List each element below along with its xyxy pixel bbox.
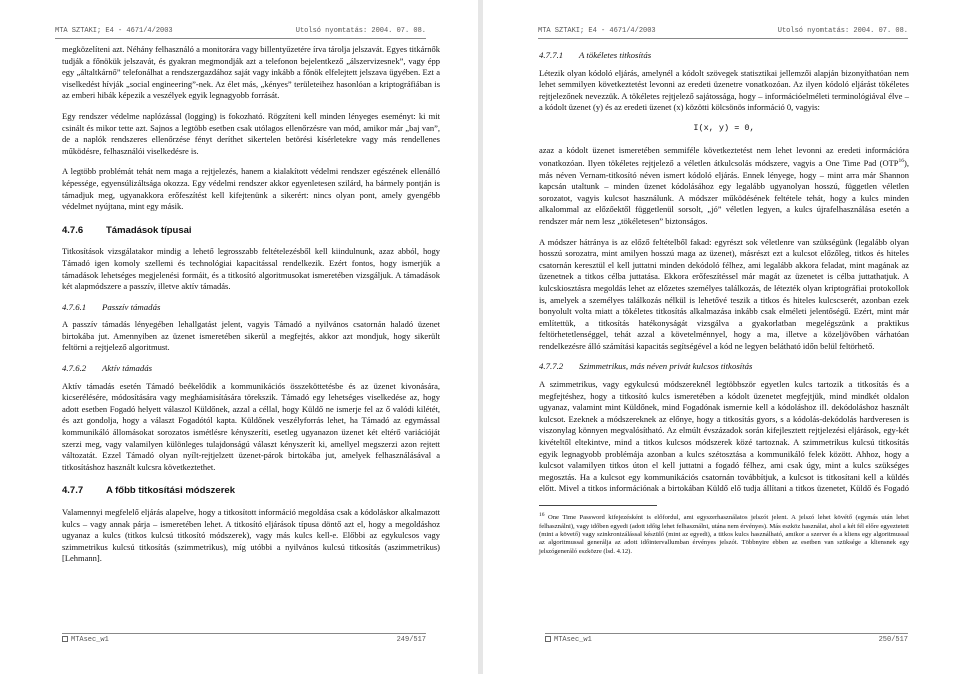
header-left: MTA SZTAKI; E4 - 4671/4/2003 [538, 27, 656, 35]
paragraph: Egy rendszer védelme naplózással (logging) is fokozható. Rögzíteni kell minden lényeges eseményt: ki mit csinált és mikor tette azt. Sajnos a legtöbb esetben csak utólagos ellenőrzésre van mód, amikor már „baj van”, de a naplók rendszeres ellenőrzése fényt deríthet sikertelen betörési kísérletekre vagy más rendellenes működésre, felhasználói viselkedésre is. [62, 110, 440, 156]
subsection-number: 4.7.6.2 [62, 363, 87, 374]
document-icon [62, 636, 68, 642]
footnote-rule [539, 505, 657, 506]
footer-rule [62, 633, 426, 634]
subsection-number: 4.7.7.2 [539, 361, 564, 372]
header-right: Utolsó nyomtatás: 2004. 07. 08. [295, 27, 426, 35]
footnote-text: One Time Password kifejezésként is előfordul, ami egyszerhasználatos jelszót jelent. A jelszó lehet kövétő (egymás után lehet felhasználni), vagy időben egyedi (adott időig lehet felhasználni, utána nem érvényes). Más eszköz használat, ahol a két fél előre egyeztetett (mint a követő) vagy szinkronizálással készülő (mint az egyedi), a titkos kulcs használható, amikor a szerver és a kliens egy algoritmussal az algoritmussal generálja az adott időintervallumban érvényes jelszót. Többnyire ebben az esetben van szüksége a kliensnek egy jelszógeneráló eszközre (lsd. 4.12). [539, 514, 910, 555]
section-title: Támadások típusai [106, 224, 192, 236]
right-page-body [539, 50, 909, 556]
paragraph-text: azaz a kódolt üzenet ismeretében semmiféle következtetést nem lehet levonni az eredeti információra vonatkozóan. Ilyen tökéletes rejtjelező a véletlen átkulcsolás módszere, vagyis a One Time Pad (OTP [539, 144, 909, 168]
subsection-heading-4-7-7-2 [539, 361, 909, 373]
footer-left [62, 636, 109, 644]
footnote-ref[interactable]: 16 [898, 158, 905, 165]
footer-rule [545, 633, 908, 634]
paragraph: Valamennyi megfelelő eljárás alapelve, hogy a titkosított információ megoldása csak a kódoláskor alkalmazott kulcs – vagy annak párja – ismeretében lehet. A titkosító eljárások típusa döntő azt el, hogy a megoldáshoz ugyanaz a kulcs (titkos kulcsú titkosító módszerek), vagy más kulcs kell-e. Előbbi az egykulcsos vagy szimmetrikus kulcsú titkosítás (szimmetrikus), míg utóbbi a nyilvános kulcsú titkosítás (aszimmetrikus) [Lehmann]. [62, 507, 440, 564]
paragraph [539, 145, 909, 228]
paragraph: Létezik olyan kódoló eljárás, amelynél a kódolt szövegek statisztikai jellemzői alapján bizonyíthatóan nem lehet semmilyen következtetést levonni az eredeti üzenetre vonatkozóan. Az ilyen kódoló eljárást tökéletes rejtjelezőnek nevezzük. A tökéletes rejtjelező sajátossága, hogy – információelméleti terminológiával élve – a kódolt üzenet (y) és az eredeti üzenet (x) közötti kölcsönös információ 0, vagyis: [539, 67, 909, 113]
paragraph: A passzív támadás lényegében lehallgatást jelent, vagyis Támadó a nyilvános csatornán haladó üzenet birtokába jut. Amennyiben az üzenet ismeretében sikerül a megfejtés, akkor azt mondjuk, hogy sikerült feltörni a rejtjelező algoritmust. [62, 319, 440, 353]
header-rule [55, 38, 426, 39]
footnote [539, 511, 909, 556]
section-number: 4.7.7 [62, 485, 84, 497]
page-footer [483, 633, 960, 647]
paragraph-text: ), más néven Vernam-titkosító néven ismert kódoló eljárás. Ennek lényege, hogy – mint arra már Shannon kapcsán utaltunk – minden üzenet kódolásához egy legalább ugyanolyan hosszú, független véletlen sorozatot, vagyis kulcsot használunk. A módszer működésének feltétele tehát, hogy a kulcs minden alkalommal az előzőektől függetlenül sorsolt, „jó” véletlen legyen, a kulcs újrafelhasználása esetén a rendszer már nem lesz „tökéletesen” biztonságos. [539, 157, 909, 226]
subsection-heading-4-7-7-1 [539, 50, 909, 62]
subsection-title: Aktív támadás [102, 363, 153, 374]
formula: I(x, y) = 0, [693, 122, 755, 133]
footer-left [545, 636, 592, 644]
document-icon [545, 636, 551, 642]
left-page-body [62, 44, 440, 574]
footer-filename: MTAsec_w1 [554, 636, 592, 644]
page-footer [0, 633, 478, 647]
subsection-title: Szimmetrikus, más néven privát kulcsos titkosítás [579, 361, 753, 372]
footer-page-number: 250/517 [878, 636, 908, 644]
page-right [483, 0, 960, 674]
subsection-number: 4.7.6.1 [62, 301, 87, 312]
paragraph: A szimmetrikus, vagy egykulcsú módszereknél legtöbbször egyetlen kulcs tartozik a titkosítás és a megfejtéshez, hogy a titkosító kulcs ismeretében a kódolt üzenetet megfejtjük, mind mindkét oldalon ugyanaz, valamint mint Küldőnek, mind Fogadónak ismernie kell a kódoláshoz ill. dekódoláshoz használt kulcsot. Ezeknek a módszereknek az előnye, hogy a titkosítás gyors, s a kódolás-dekódolás hardveresen is viszonylag könnyen megvalósítható. Az elmúlt évszázadok során kifejlesztett rejtjelezési eljárások, egy-két kivételtől eltekintve, mind a titkos kulcsos módszerek közé tartoznak. A szimmetrikus kulcsú titkosítás egyik legnagyobb problémája azonban a kulcs szétosztása a kommunikáló felek között. Ahhoz, hogy a kulcsot valamilyen titkos úton el kell juttatni a fogadó félhez, ami csak úgy, mint a kulcs szükséges megosztás. Ha a kulcsot egy kommunikációs csatornán továbbítjuk, a kulcsot is titkosítani kell a küldés előtt. Mivel a titkos információnak a birtokában Küldő elő tudja állítani a titkos üzenetet, Küldő és Fogadó [539, 379, 909, 494]
section-heading-4-7-6 [62, 225, 440, 237]
subsection-heading-4-7-6-1 [62, 302, 440, 314]
footnote-number: 16 [539, 512, 545, 519]
subsection-number: 4.7.7.1 [539, 50, 564, 60]
paragraph: A legtöbb problémát tehát nem maga a rejtjelezés, hanem a kialakított védelmi rendszer egészének ellenálló képessége, egyensúlizáltsága okozza. Egy védelmi rendszer akkor egyenletesen szilárd, ha bármely pontján is támadjuk meg, ugyanakkora erőfeszítést kell kifejtenünk a sikerért: nincs olyan pont, amely gyengébb védelmet nyújtana, mint egy másik. [62, 166, 440, 212]
section-heading-4-7-7 [62, 485, 440, 497]
paragraph: megközelíteni azt. Néhány felhasználó a monitorára vagy billentyűzetére írva tárolja jelszavát. Egyes titkárnők tudják a főnökük jelszavát, és gyakran megmondják azt a telefonon bejelentkező „álszervizesnek”, vagy épp egy „általtkárnő” telefonálhat a rendszergazdához saját vagy inkább a főnök elfelejtett jelszava ügyében. Ezt a viselkedést hívják „social engineering”-nek. Az élet más, „kényes” területeihez hasonlóan a kriptográfiában is az emberi hibák képezik a veszélyek egyik legnagyobb forrását. [62, 44, 440, 101]
paragraph: Aktív támadás esetén Támadó beékelődik a kommunikációs összeköttetésbe és az üzenet kivonására, kicserélésére, módosítására vagy megháamisítására törekszik. Támadó egy lehetséges viselkedése az, hogy adott esetben Fogadó helyett válaszol Küldőnek, azzal a céllal, hogy Küldő ne ismerje fel az ő valódi kilétét, és azt gondolja, hogy a választ Fogadótól kapta. Küldőnek veszélyforrás lehet, ha Támadó az egymással kommunikáló állomásokat sorozatos ismétlésre kényszeríti, esetleg ugyanazon üzenet két eltérő variációját szerzi meg, vagy valamilyen különleges tulajdonságú választ kényszerít ki, amellyel megszerzi azon rejtett változatát. Ezzel Támadó olyan nyílt-rejtjelzett üzenet-párok birtokába jut, amelyek felhasználásával a titkosításhoz használt kulcsra következtethet. [62, 380, 440, 472]
page-left [0, 0, 478, 674]
section-number: 4.7.6 [62, 224, 84, 236]
footer-filename: MTAsec_w1 [71, 636, 109, 644]
page-header [0, 27, 478, 39]
subsection-title: Passzív támadás [102, 301, 161, 312]
section-title: A főbb titkosítási módszerek [106, 485, 235, 497]
page-header [483, 27, 960, 39]
header-left: MTA SZTAKI; E4 - 4671/4/2003 [55, 27, 173, 35]
subsection-heading-4-7-6-2 [62, 363, 440, 375]
footer-page-number: 249/517 [396, 636, 426, 644]
paragraph: Titkosítások vizsgálatakor mindig a lehető legrosszabb feltételezésből kell kiindulnunk, azaz abból, hogy Támadó igen komoly szellemi és technológiai kapacitással rendelkezik. Ezért fontos, hogy ismerjük a támadások lehetséges megjelenési formáit, és a titkosító algoritmusokat ismeretében vizsgáljuk. A támadások két alapmódszere a passzív, illetve aktív támadás. [62, 246, 440, 292]
header-rule [538, 38, 908, 39]
header-right: Utolsó nyomtatás: 2004. 07. 08. [777, 27, 908, 35]
paragraph: A módszer hátránya is az előző feltételből fakad: egyrészt sok véletlenre van szükségünk (legalább olyan hosszú sorozatra, mint amilyen hosszú maga az üzenet), másrészt ezt a kulcsot előzőleg, titkos és hiteles csatornán keresztül el kell juttatni minden dekódoló félhez, ami legalább akkora feladat, mint magának az üzenetnek a titkos célba juttatása. Ekkora erőfeszítéssel már magát az üzenetet is célba juttathatjuk. A kulcskiosztásra megoldás lehet az előzetes személyes találkozás, de létezték olyan kriptográfiai protokollok is, amelyek a személyes találkozás nélkül is lehetővé teszik a titkos és hiteles kulcscserét, azonban ezek bonyolult volta miatt a tökéletes titkosítás alkalmazása inkább csak elméleti jelentőségű. Ezért, mint már említettük, a titkosítás hatékonyságát vizsgálva a gyakorlatban megelégszünk a praktikus feltörhetetlenséggel, tehát azzal a követelménnyel, hogy a ma, illetve a közeljövőben várhatóan rendelkezésre álló számítási kapacitás segítségével a kód ne legyen belátható időn belül feltörhető. [539, 236, 909, 351]
subsection-title: A tökéletes titkosítás [579, 50, 652, 60]
